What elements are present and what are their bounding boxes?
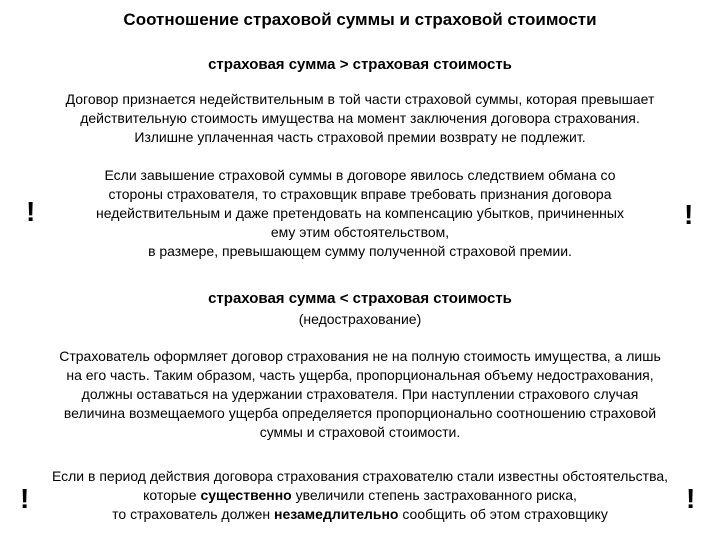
exclamation-mark-left-top: ! xyxy=(26,196,36,227)
text-fragment: сообщить об этом страховщику xyxy=(398,506,608,522)
section2-paragraph-1 xyxy=(0,347,720,442)
text-line: должны оставаться на удержании страхователя. При наступлении страхового случая xyxy=(81,386,639,402)
text-line: стороны страхователя, то страховщик вправе требовать признания договора xyxy=(108,186,612,202)
section1-paragraph-1 xyxy=(0,90,720,147)
text-fragment: которые xyxy=(143,487,201,503)
text-line: Договор признается недействительным в той части страховой суммы, которая превышает xyxy=(65,91,655,107)
text-line: недействительным и даже претендовать на компенсацию убытков, причиненных xyxy=(96,205,624,221)
section1-paragraph-2 xyxy=(0,166,720,261)
text-line: Если в период действия договора страхования страхователю стали известны обстоятельства, xyxy=(51,468,669,484)
text-fragment: то страхователь должен xyxy=(112,506,274,522)
text-line: Излишне уплаченная часть страховой премии возврату не подлежит. xyxy=(134,129,586,145)
exclamation-mark-right-top: ! xyxy=(684,199,694,230)
section1-heading: страховая сумма > страховая стоимость xyxy=(208,56,512,73)
exclamation-mark-right-bottom: ! xyxy=(686,483,696,514)
exclamation-mark-left-bottom: ! xyxy=(20,483,30,514)
page-title: Соотношение страховой суммы и страховой стоимости xyxy=(123,10,597,29)
text-fragment: увеличили степень застрахованного риска, xyxy=(291,487,577,503)
text-line: в размере, превышающем сумму полученной страховой премии. xyxy=(148,243,572,259)
text-line: Страхователь оформляет договор страхования не на полную стоимость имущества, а лишь xyxy=(59,348,661,364)
section2-paragraph-2 xyxy=(0,467,720,524)
text-line: суммы и страховой стоимости. xyxy=(259,424,461,440)
section2-heading: страховая сумма < страховая стоимость xyxy=(208,290,512,307)
text-line: действительную стоимость имущества на момент заключения договора страхования. xyxy=(80,110,640,126)
text-line: Если завышение страховой суммы в договоре явилось следствием обмана со xyxy=(104,167,616,183)
section2-subheading: (недострахование) xyxy=(298,311,422,327)
text-line: на его часть. Таким образом, часть ущерба, пропорциональная объему недострахования, xyxy=(66,367,654,383)
text-line: величина возмещаемого ущерба определяется пропорционально соотношению страховой xyxy=(63,405,657,421)
text-line xyxy=(0,486,720,505)
text-line xyxy=(0,505,720,524)
text-line: ему этим обстоятельством, xyxy=(270,224,450,240)
emphasis-text: существенно xyxy=(200,487,292,503)
emphasis-text: незамедлительно xyxy=(274,506,399,522)
